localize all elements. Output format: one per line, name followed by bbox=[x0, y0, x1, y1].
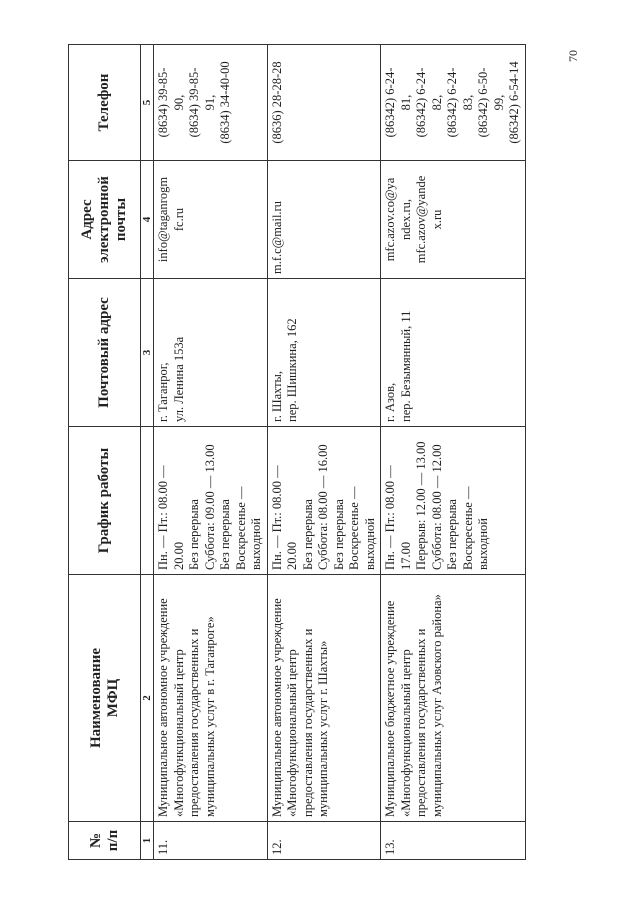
cell-line: Перерыв: 12.00 — 13.00 bbox=[414, 441, 428, 570]
cell-line: муниципальных услуг в г. Таганроге» bbox=[202, 616, 217, 817]
row-number: 13. bbox=[381, 822, 526, 860]
cell-line: Без перерыва bbox=[218, 499, 232, 570]
mfc-table-rotated bbox=[68, 45, 521, 860]
mfc-name bbox=[267, 575, 381, 822]
cell-line: 91, bbox=[202, 94, 217, 111]
cell-line: 82, bbox=[429, 94, 444, 111]
cell-line: электронной bbox=[96, 176, 112, 263]
cell-line: выходной bbox=[476, 518, 490, 570]
cell-line: выходной bbox=[362, 518, 377, 570]
page-number: 70 bbox=[566, 50, 580, 62]
mfc-table bbox=[68, 44, 526, 860]
cell-line: п/п bbox=[104, 829, 121, 852]
cell-line: Муниципальное автономное учреждение bbox=[269, 598, 284, 817]
cell-line: Воскресенье — bbox=[233, 486, 248, 570]
mfc-address bbox=[381, 279, 526, 427]
mfc-email bbox=[267, 161, 381, 279]
mfc-phone bbox=[381, 45, 526, 161]
mfc-schedule bbox=[381, 427, 526, 575]
mfc-name bbox=[381, 575, 526, 822]
header-schedule bbox=[69, 427, 141, 575]
cell-line: предоставления государственных и bbox=[414, 628, 428, 817]
header-num bbox=[69, 822, 141, 860]
mfc-schedule bbox=[267, 427, 381, 575]
cell-line: муниципальных услуг Азовского района» bbox=[429, 594, 444, 817]
cell-line: муниципальных услуг г. Шахты» bbox=[316, 640, 330, 817]
mfc-phone bbox=[267, 45, 381, 161]
cell-line: 20.00 bbox=[171, 541, 186, 570]
cell-line: Без перерыва bbox=[300, 499, 315, 570]
cell-line: «Многофункциональный центр bbox=[285, 649, 299, 817]
cell-line: г. Таганрог, bbox=[156, 362, 170, 422]
cell-line: m.f.c@mail.ru bbox=[269, 201, 284, 274]
cell-line: Воскресенье — bbox=[347, 486, 361, 570]
cell-line: 81, bbox=[398, 94, 413, 111]
mfc-email bbox=[381, 161, 526, 279]
cell-line: (8634) 39-85- bbox=[187, 67, 201, 138]
column-number: 4 bbox=[141, 161, 154, 279]
cell-line: info@taganrogm bbox=[156, 176, 170, 263]
cell-line: x.ru bbox=[429, 209, 444, 230]
header-address bbox=[69, 279, 141, 427]
row-number: 11. bbox=[154, 822, 268, 860]
cell-line: Пн. — Пт.: 08.00 — bbox=[269, 465, 284, 570]
cell-line: предоставления государственных и bbox=[300, 628, 315, 817]
cell-line: Без перерыва bbox=[331, 499, 346, 570]
cell-line: Без перерыва bbox=[187, 499, 201, 570]
cell-line: г. Азов, bbox=[383, 382, 397, 422]
mfc-schedule bbox=[154, 427, 268, 575]
mfc-phone bbox=[154, 45, 268, 161]
cell-line: График работы bbox=[96, 447, 112, 554]
column-number: 3 bbox=[141, 279, 154, 427]
cell-line: ndex.ru, bbox=[398, 199, 413, 240]
cell-line: Пн. — Пт.: 08.00 — bbox=[383, 465, 397, 570]
cell-line: пер. Шишкина, 162 bbox=[285, 318, 299, 422]
cell-line: (86342) 6-24- bbox=[414, 67, 428, 138]
column-number-row bbox=[141, 45, 154, 860]
cell-line: Без перерыва bbox=[445, 499, 459, 570]
cell-line: (8636) 28-28-28 bbox=[269, 61, 284, 144]
cell-line: выходной bbox=[249, 518, 263, 570]
cell-line: Суббота: 08.00 — 16.00 bbox=[316, 444, 330, 570]
cell-line: Воскресенье — bbox=[460, 486, 475, 570]
cell-line: mfc.azov.co@ya bbox=[383, 177, 397, 262]
cell-line: пер. Безымянный, 11 bbox=[398, 310, 413, 422]
column-number: 2 bbox=[141, 575, 154, 822]
header-email bbox=[69, 161, 141, 279]
cell-line: fc.ru bbox=[171, 207, 186, 232]
column-number bbox=[141, 427, 154, 575]
cell-line: (86342) 6-54-14 bbox=[507, 61, 521, 144]
table-row bbox=[267, 45, 381, 860]
cell-line: Суббота: 08.00 — 12.00 bbox=[429, 444, 444, 570]
cell-line: почты bbox=[113, 197, 129, 242]
cell-line: МФЦ bbox=[104, 678, 121, 718]
column-number: 5 bbox=[141, 45, 154, 161]
cell-line: 90, bbox=[171, 94, 186, 111]
cell-line: (8634) 34-40-00 bbox=[218, 61, 232, 144]
cell-line: mfc.azov@yande bbox=[414, 175, 428, 264]
cell-line: (86342) 6-50- bbox=[476, 67, 490, 138]
cell-line: Наименование bbox=[87, 648, 104, 748]
cell-line: Пн. — Пт.: 08.00 — bbox=[156, 465, 170, 570]
mfc-address bbox=[154, 279, 268, 427]
cell-line: «Многофункциональный центр bbox=[171, 649, 186, 817]
cell-line: г. Шахты, bbox=[269, 370, 284, 422]
cell-line: ул. Ленина 153а bbox=[171, 336, 186, 422]
table-header-row bbox=[69, 45, 141, 860]
cell-line: предоставления государственных и bbox=[187, 628, 201, 817]
cell-line: Муниципальное автономное учреждение bbox=[156, 598, 170, 817]
cell-line: 83, bbox=[460, 94, 475, 111]
column-number: 1 bbox=[141, 822, 154, 860]
mfc-email bbox=[154, 161, 268, 279]
mfc-name bbox=[154, 575, 268, 822]
cell-line: Телефон bbox=[96, 73, 112, 132]
mfc-address bbox=[267, 279, 381, 427]
cell-line: Почтовый адрес bbox=[96, 297, 112, 408]
header-name bbox=[69, 575, 141, 822]
cell-line: (8634) 39-85- bbox=[156, 67, 170, 138]
cell-line: 99, bbox=[491, 94, 506, 111]
cell-line: 20.00 bbox=[285, 541, 299, 570]
cell-line: № bbox=[87, 832, 104, 849]
cell-line: «Многофункциональный центр bbox=[398, 649, 413, 817]
cell-line: (86342) 6-24- bbox=[445, 67, 459, 138]
cell-line: (86342) 6-24- bbox=[383, 67, 397, 138]
cell-line: 17.00 bbox=[398, 541, 413, 570]
header-phone bbox=[69, 45, 141, 161]
table-row bbox=[154, 45, 268, 860]
table-row bbox=[381, 45, 526, 860]
cell-line: Адрес bbox=[79, 199, 95, 240]
row-number: 12. bbox=[267, 822, 381, 860]
cell-line: Муниципальное бюджетное учреждение bbox=[383, 600, 397, 817]
cell-line: Суббота: 09.00 — 13.00 bbox=[202, 444, 217, 570]
